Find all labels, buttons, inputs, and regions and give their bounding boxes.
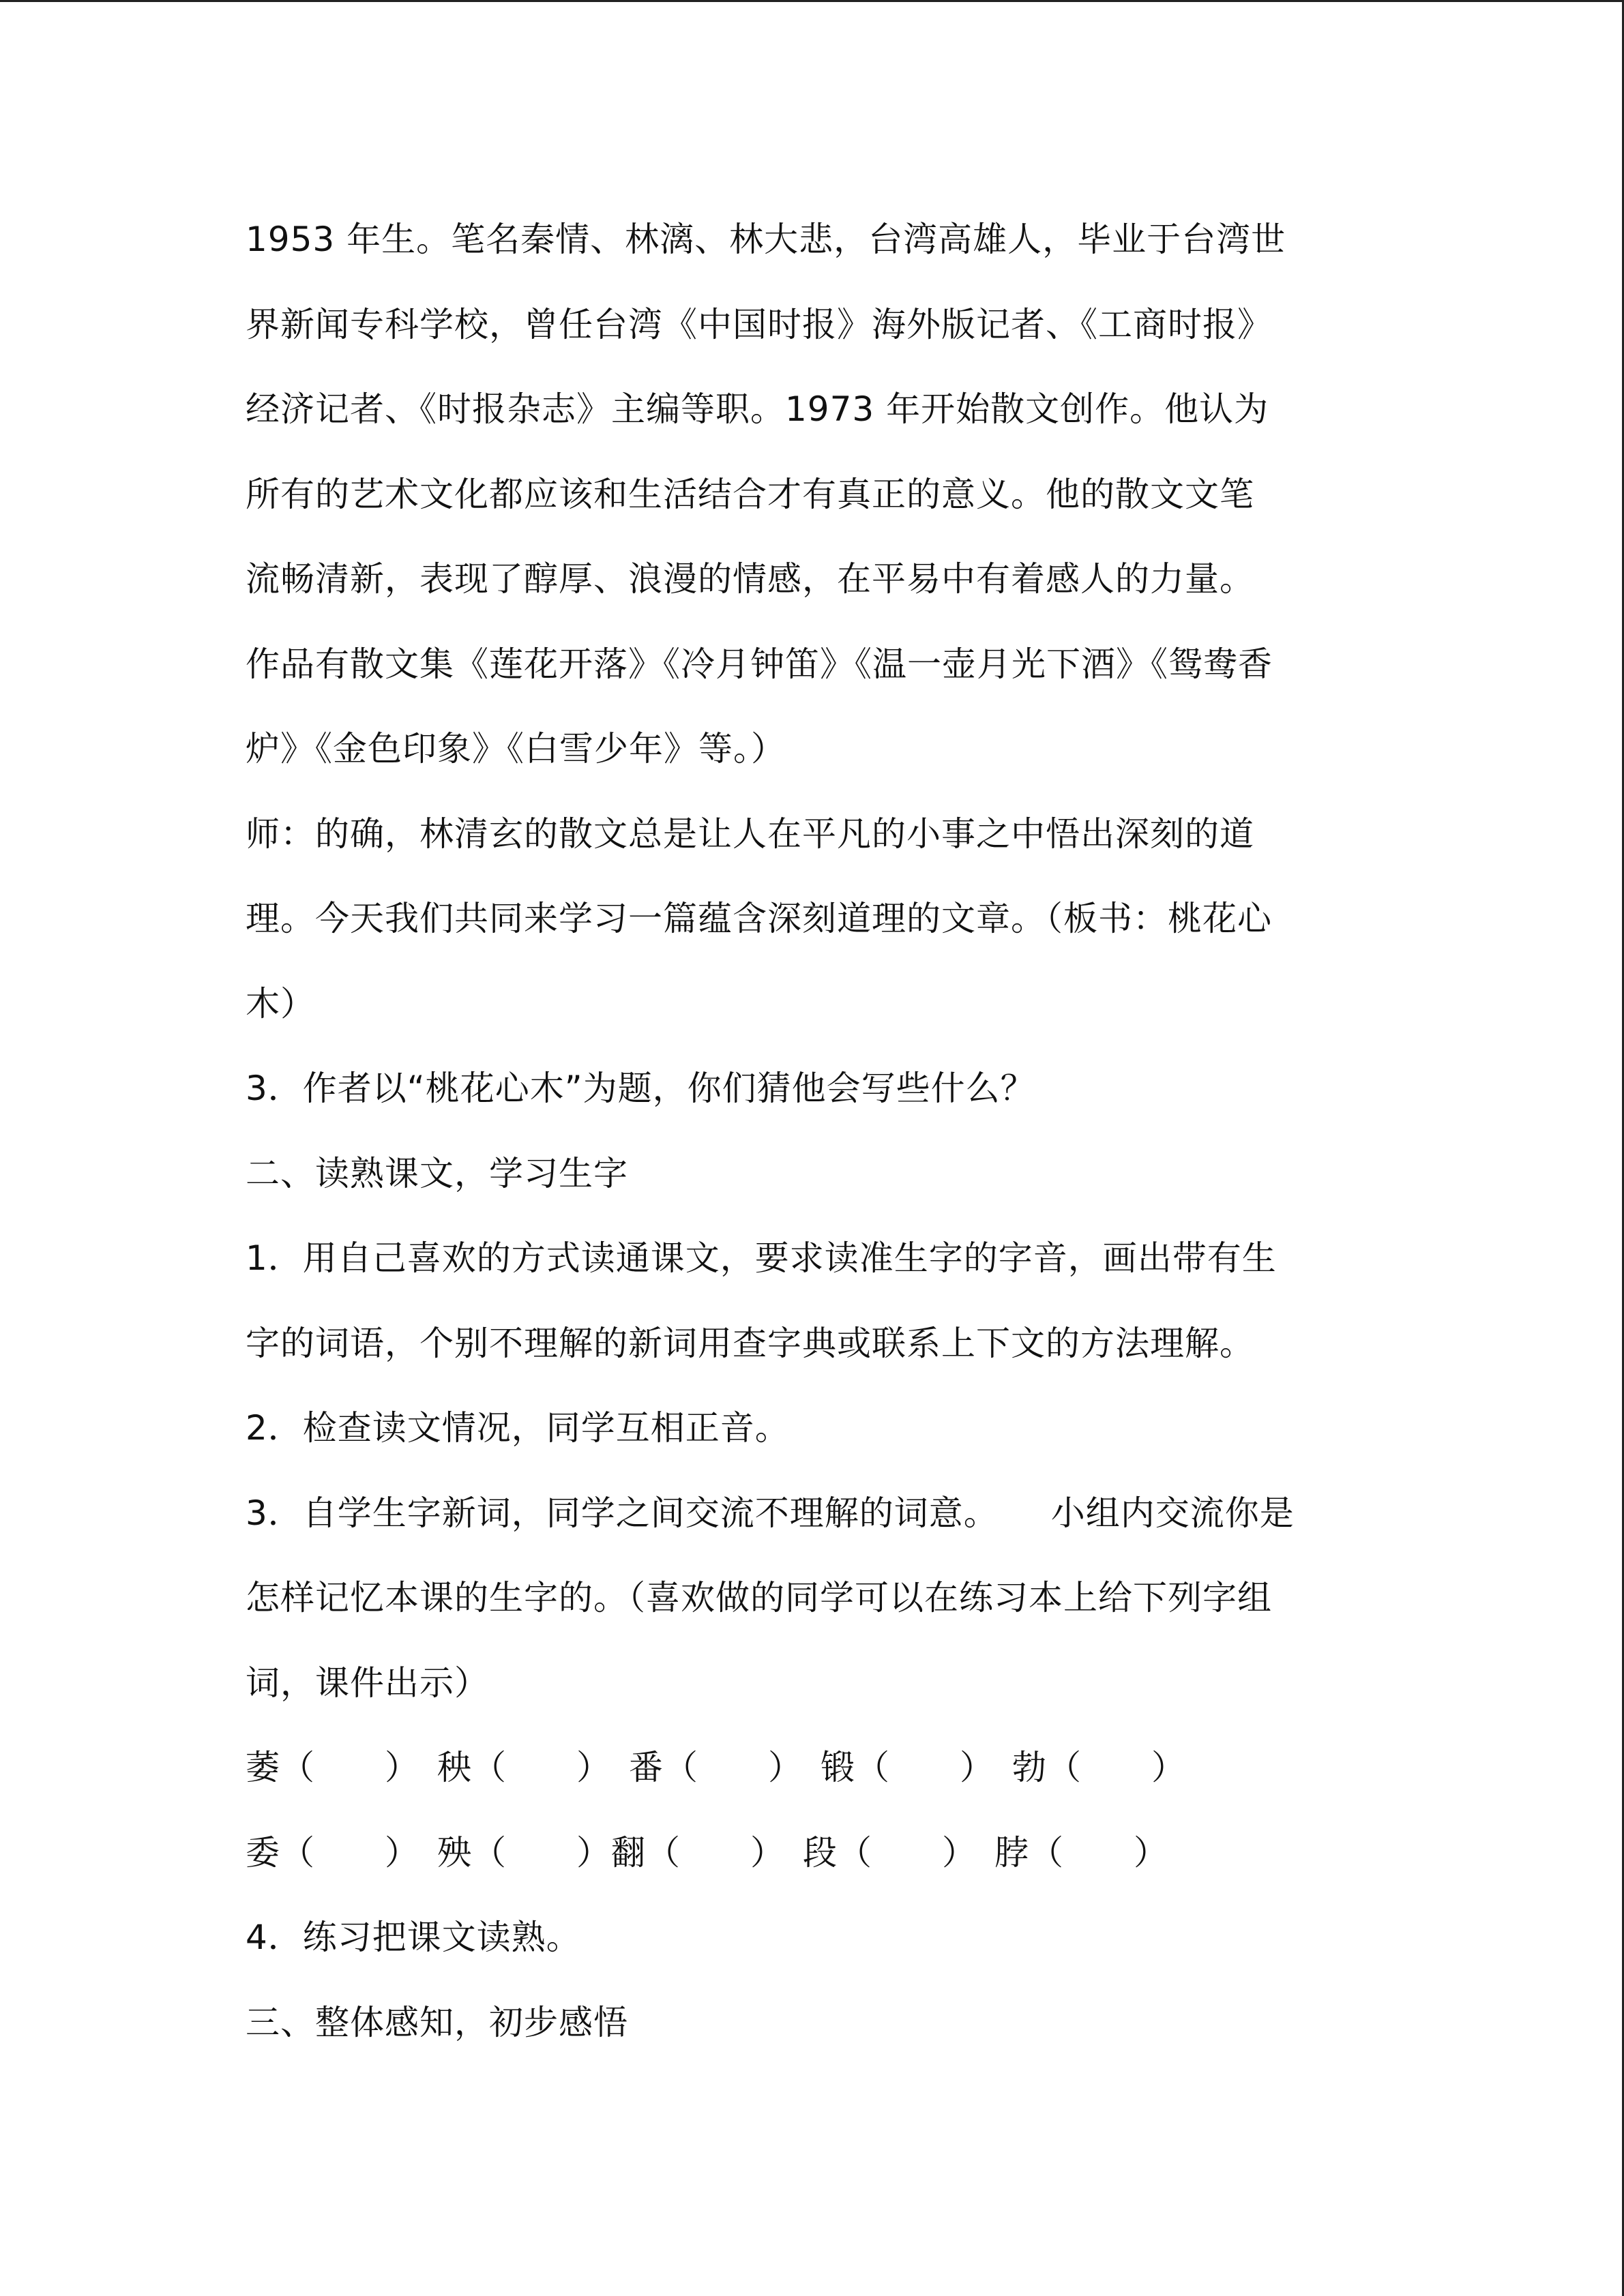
- text-line: 1953 年生。笔名秦情、林漓、林大悲，台湾高雄人，毕业于台湾世: [246, 220, 1286, 259]
- text-line: 木）: [246, 983, 315, 1024]
- text-line: 4．练习把课文读熟。: [246, 1918, 581, 1957]
- word-exercise-row: 萎（ ） 秧（ ） 番（ ） 锻（ ） 勃（ ）: [246, 1748, 1186, 1787]
- text-line: 流畅清新，表现了醇厚、浪漫的情感，在平易中有着感人的力量。: [246, 559, 1254, 599]
- text-line: 怎样记忆本课的生字的。（喜欢做的同学可以在练习本上给下列字组: [246, 1578, 1272, 1617]
- text-line: 1．用自己喜欢的方式读通课文，要求读准生字的字音，画出带有生: [246, 1238, 1277, 1278]
- text-line: 经济记者、《时报杂志》主编等职。1973 年开始散文创作。他认为: [246, 389, 1269, 429]
- text-line: 词，课件出示）: [246, 1663, 489, 1703]
- text-line: 2．检查读文情况，同学互相正音。: [246, 1408, 790, 1448]
- page-border-top: [0, 0, 1624, 2]
- section-heading: 三、整体感知，初步感悟: [246, 2002, 628, 2042]
- text-line: 炉》《金色印象》《白雪少年》等。）: [246, 729, 786, 769]
- text-line: 作品有散文集《莲花开落》《冷月钟笛》《温一壶月光下酒》《鸳鸯香: [246, 644, 1273, 684]
- text-line: 字的词语，个别不理解的新词用查字典或联系上下文的方法理解。: [246, 1323, 1254, 1363]
- text-line: 3．作者以“桃花心木”为题，你们猜他会写些什么？: [246, 1069, 1035, 1108]
- text-line: 界新闻专科学校，曾任台湾《中国时报》海外版记者、《工商时报》: [246, 304, 1272, 344]
- word-exercise-row: 委（ ） 殃（ ）翻（ ） 段（ ） 脖（ ）: [246, 1832, 1168, 1873]
- text-line: 所有的艺术文化都应该和生活结合才有真正的意义。他的散文文笔: [246, 474, 1254, 514]
- document-body: [246, 213, 1381, 2081]
- text-line: 3．自学生字新词，同学之间交流不理解的词意。 小组内交流你是: [246, 1493, 1295, 1533]
- text-line: 师：的确，林清玄的散文总是让人在平凡的小事之中悟出深刻的道: [246, 814, 1254, 854]
- text-line: 理。今天我们共同来学习一篇蕴含深刻道理的文章。（板书：桃花心: [246, 899, 1272, 938]
- section-heading: 二、读熟课文，学习生字: [246, 1153, 628, 1193]
